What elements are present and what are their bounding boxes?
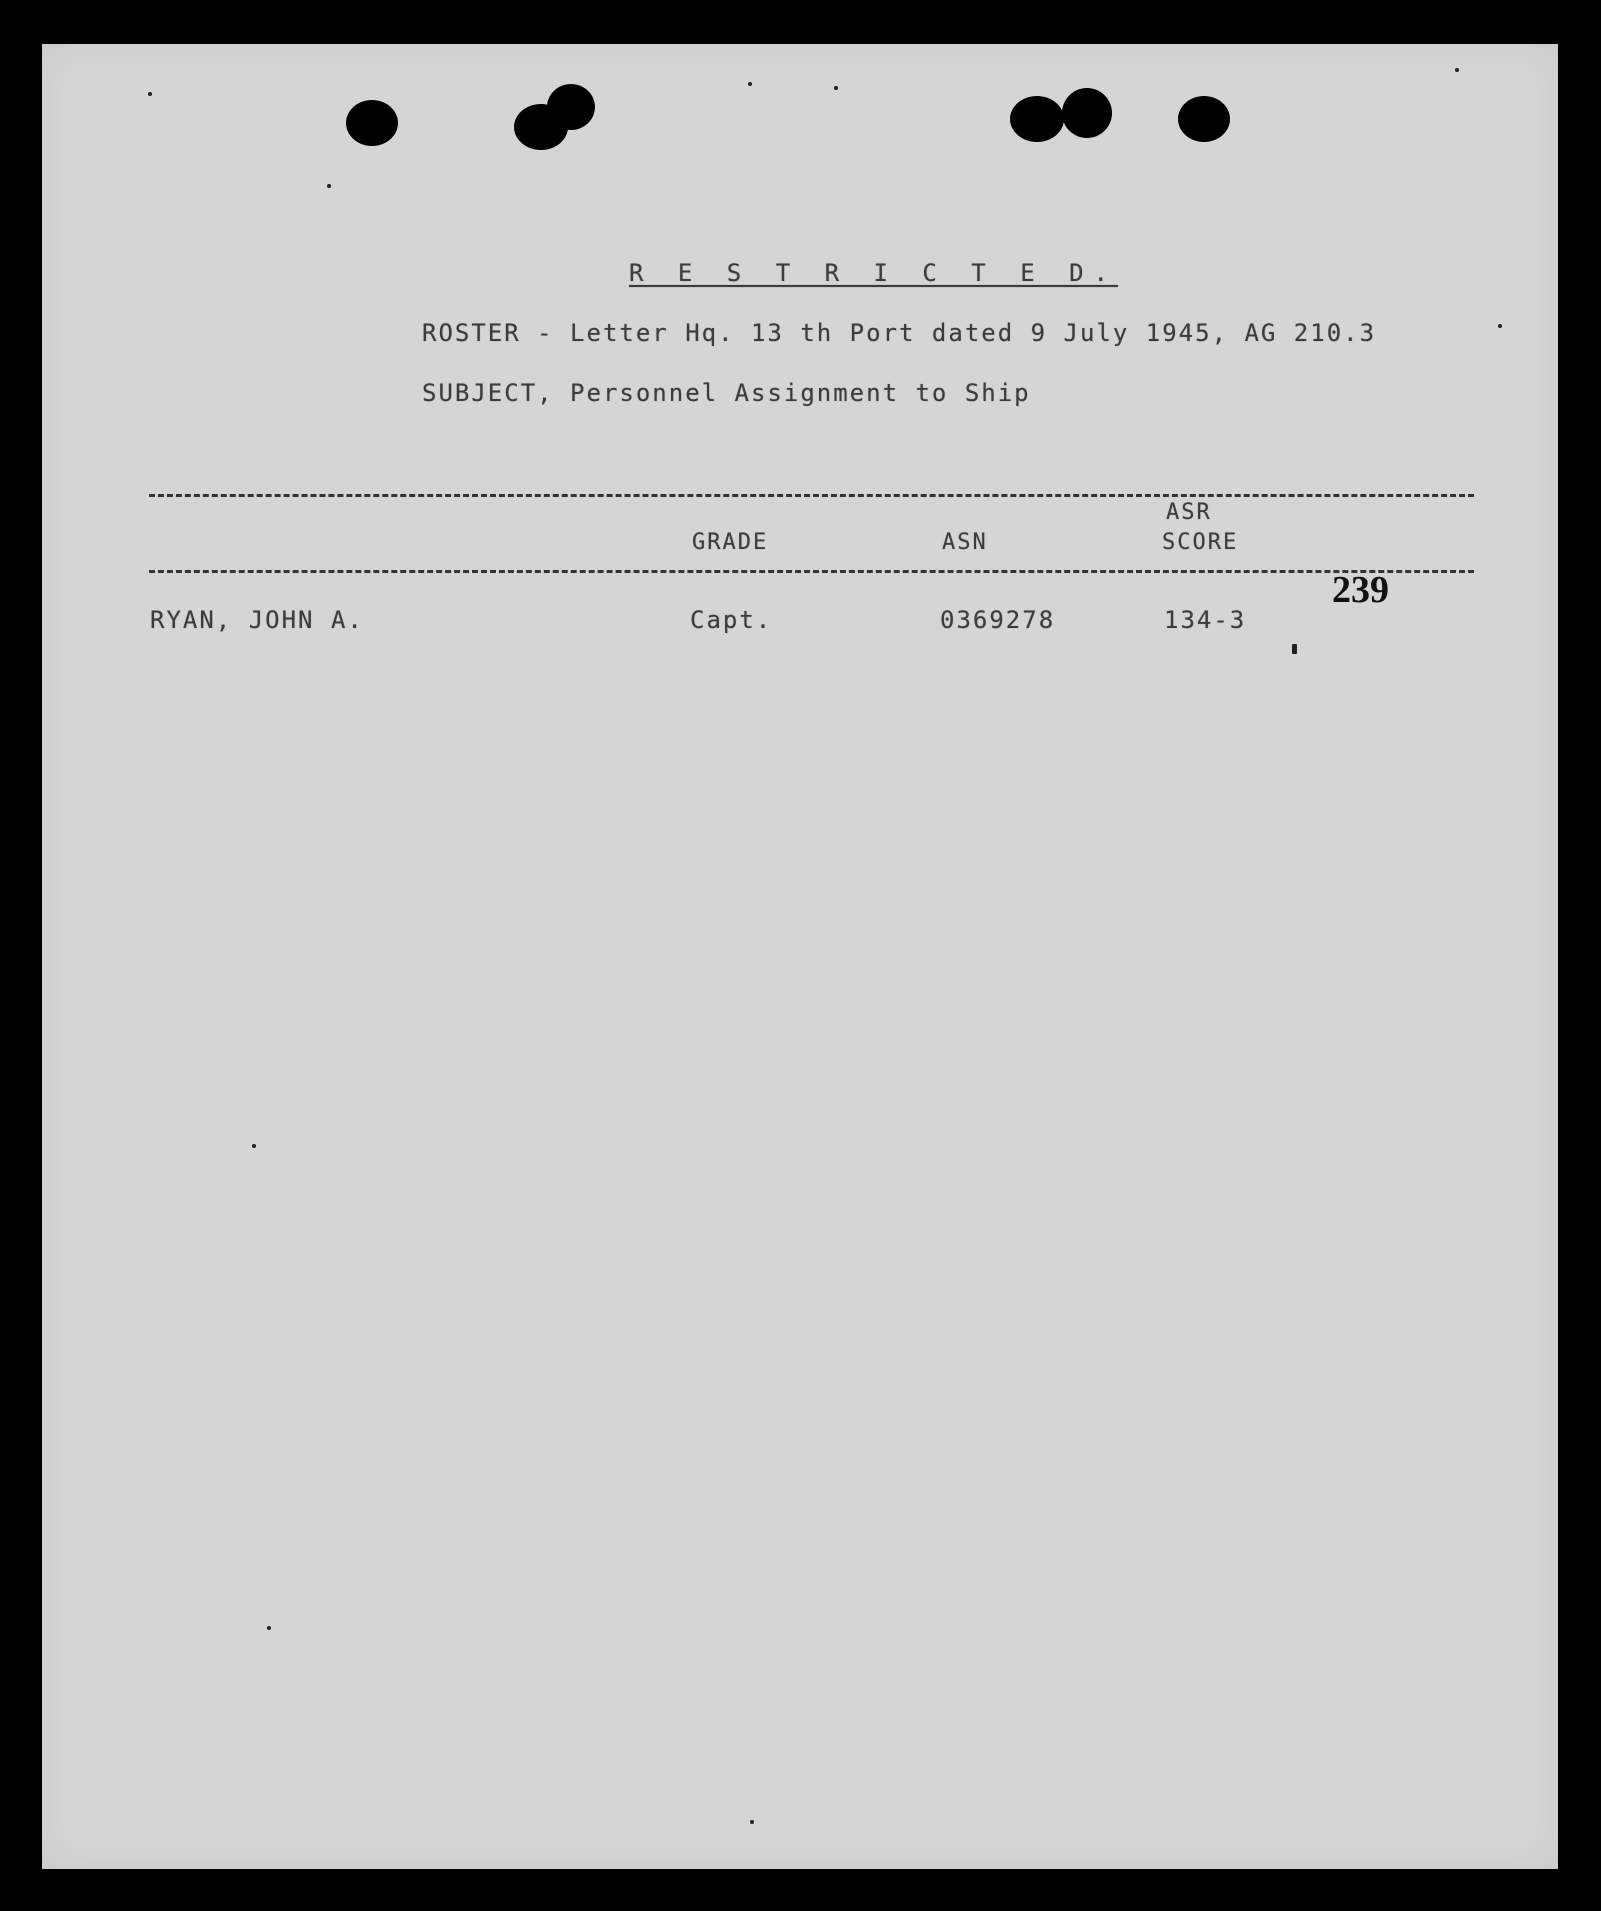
- asr-header-line2: SCORE: [1162, 530, 1239, 555]
- paper-sheet: [42, 44, 1558, 1869]
- punch-hole: [1010, 96, 1064, 142]
- row-asn: 0369278: [940, 606, 1056, 634]
- speck: [267, 1626, 271, 1630]
- table-top-rule: [149, 494, 1474, 497]
- speck: [1292, 644, 1297, 654]
- page-number-stamp: 239: [1332, 569, 1389, 611]
- punch-hole: [1062, 88, 1112, 138]
- subject-line: SUBJECT, Personnel Assignment to Ship: [422, 379, 1031, 407]
- asr-header-line1: ASR: [1166, 500, 1212, 525]
- row-asr-score: 134-3: [1164, 606, 1247, 634]
- punch-hole: [1178, 96, 1230, 142]
- speck: [1498, 324, 1502, 328]
- grade-header: GRADE: [692, 530, 769, 555]
- row-grade: Capt.: [690, 606, 773, 634]
- table-header-rule: [149, 570, 1474, 573]
- speck: [148, 92, 152, 96]
- punch-hole: [346, 100, 398, 146]
- speck: [327, 184, 331, 188]
- speck: [750, 1820, 754, 1824]
- row-name: RYAN, JOHN A.: [150, 606, 364, 634]
- asn-header: ASN: [942, 530, 988, 555]
- speck: [834, 86, 838, 90]
- roster-line: ROSTER - Letter Hq. 13 th Port dated 9 July 1945, AG 210.3: [422, 319, 1377, 347]
- classification-heading: R E S T R I C T E D.: [629, 259, 1118, 287]
- speck: [748, 82, 752, 86]
- speck: [252, 1144, 256, 1148]
- punch-hole: [547, 84, 595, 130]
- speck: [1455, 68, 1459, 72]
